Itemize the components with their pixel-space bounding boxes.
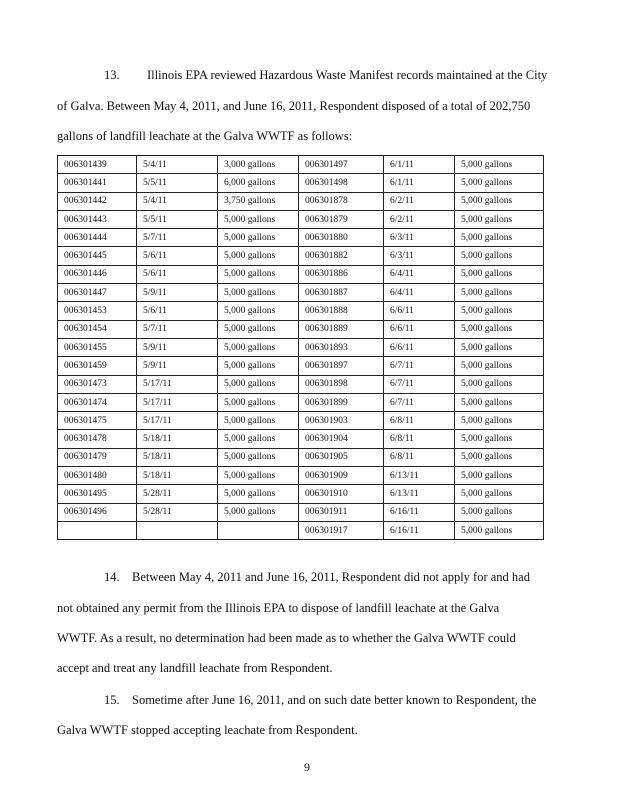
date-cell: 6/2/11 (384, 210, 455, 228)
date-cell: 5/5/11 (137, 210, 218, 228)
table-row (58, 393, 544, 411)
table-row (58, 247, 544, 265)
manifest-number-cell: 006301886 (299, 265, 384, 283)
para14-line: Between May 4, 2011 and June 16, 2011, Respondent did not apply for and had (132, 570, 530, 584)
para13-line: of Galva. Between May 4, 2011, and June 16, 2011, Respondent disposed of a total of 202,750 (57, 99, 531, 113)
volume-cell: 5,000 gallons (218, 430, 299, 448)
date-cell: 6/8/11 (384, 430, 455, 448)
volume-cell: 5,000 gallons (218, 247, 299, 265)
para13-line: Illinois EPA reviewed Hazardous Waste Manifest records maintained at the City (147, 68, 548, 82)
date-cell: 6/1/11 (384, 156, 455, 174)
date-cell: 5/5/11 (137, 174, 218, 192)
table-row (58, 357, 544, 375)
date-cell: 5/7/11 (137, 320, 218, 338)
date-cell: 5/9/11 (137, 284, 218, 302)
volume-cell: 5,000 gallons (218, 393, 299, 411)
manifest-number-cell: 006301447 (58, 284, 137, 302)
manifest-number-cell: 006301909 (299, 467, 384, 485)
manifest-number-cell: 006301443 (58, 210, 137, 228)
table-row (58, 210, 544, 228)
volume-cell: 5,000 gallons (455, 430, 544, 448)
volume-cell: 5,000 gallons (218, 375, 299, 393)
volume-cell (218, 521, 299, 539)
manifest-number-cell (58, 521, 137, 539)
volume-cell: 5,000 gallons (455, 229, 544, 247)
date-cell: 6/7/11 (384, 357, 455, 375)
volume-cell: 5,000 gallons (455, 521, 544, 539)
volume-cell: 5,000 gallons (218, 265, 299, 283)
volume-cell: 3,000 gallons (218, 156, 299, 174)
date-cell: 6/13/11 (384, 467, 455, 485)
table-row (58, 375, 544, 393)
date-cell: 6/3/11 (384, 247, 455, 265)
manifest-number-cell: 006301454 (58, 320, 137, 338)
date-cell (137, 521, 218, 539)
volume-cell: 5,000 gallons (218, 302, 299, 320)
volume-cell: 5,000 gallons (218, 412, 299, 430)
para14-line: WWTF. As a result, no determination had been made as to whether the Galva WWTF could (57, 631, 516, 645)
para15-number: 15. (104, 693, 120, 707)
date-cell: 6/2/11 (384, 192, 455, 210)
volume-cell: 5,000 gallons (455, 467, 544, 485)
manifest-number-cell: 006301478 (58, 430, 137, 448)
volume-cell: 5,000 gallons (455, 357, 544, 375)
manifest-number-cell: 006301889 (299, 320, 384, 338)
page-number: 9 (304, 760, 310, 774)
volume-cell: 6,000 gallons (218, 174, 299, 192)
table-row (58, 485, 544, 503)
manifest-number-cell: 006301878 (299, 192, 384, 210)
date-cell: 5/18/11 (137, 467, 218, 485)
manifest-number-cell: 006301459 (58, 357, 137, 375)
para15-line: Sometime after June 16, 2011, and on such date better known to Respondent, the (132, 693, 537, 707)
table-row (58, 338, 544, 356)
para13-line: gallons of landfill leachate at the Galva WWTF as follows: (57, 129, 353, 143)
volume-cell: 5,000 gallons (455, 393, 544, 411)
date-cell: 6/8/11 (384, 448, 455, 466)
volume-cell: 5,000 gallons (455, 485, 544, 503)
date-cell: 6/4/11 (384, 265, 455, 283)
volume-cell: 5,000 gallons (455, 247, 544, 265)
manifest-number-cell: 006301893 (299, 338, 384, 356)
table-row (58, 430, 544, 448)
date-cell: 6/6/11 (384, 302, 455, 320)
date-cell: 6/16/11 (384, 503, 455, 521)
volume-cell: 5,000 gallons (455, 174, 544, 192)
table-row (58, 448, 544, 466)
para15-line: Galva WWTF stopped accepting leachate from Respondent. (57, 723, 358, 737)
volume-cell: 5,000 gallons (455, 302, 544, 320)
manifest-number-cell: 006301904 (299, 430, 384, 448)
manifest-table (57, 155, 544, 540)
volume-cell: 5,000 gallons (455, 192, 544, 210)
date-cell: 5/6/11 (137, 247, 218, 265)
manifest-number-cell: 006301880 (299, 229, 384, 247)
table-row (58, 503, 544, 521)
manifest-number-cell: 006301903 (299, 412, 384, 430)
volume-cell: 5,000 gallons (218, 448, 299, 466)
manifest-number-cell: 006301495 (58, 485, 137, 503)
manifest-number-cell: 006301441 (58, 174, 137, 192)
manifest-number-cell: 006301445 (58, 247, 137, 265)
table-row (58, 284, 544, 302)
volume-cell: 5,000 gallons (455, 265, 544, 283)
manifest-number-cell: 006301474 (58, 393, 137, 411)
volume-cell: 5,000 gallons (455, 503, 544, 521)
date-cell: 5/7/11 (137, 229, 218, 247)
volume-cell: 5,000 gallons (455, 156, 544, 174)
volume-cell: 5,000 gallons (455, 320, 544, 338)
date-cell: 6/1/11 (384, 174, 455, 192)
date-cell: 5/9/11 (137, 338, 218, 356)
manifest-number-cell: 006301446 (58, 265, 137, 283)
table-row (58, 412, 544, 430)
date-cell: 5/17/11 (137, 375, 218, 393)
para14-line: not obtained any permit from the Illinois EPA to dispose of landfill leachate at the Galva (57, 601, 500, 615)
date-cell: 6/3/11 (384, 229, 455, 247)
manifest-number-cell: 006301479 (58, 448, 137, 466)
table-row (58, 174, 544, 192)
volume-cell: 5,000 gallons (455, 210, 544, 228)
manifest-number-cell: 006301498 (299, 174, 384, 192)
manifest-number-cell: 006301882 (299, 247, 384, 265)
volume-cell: 5,000 gallons (218, 338, 299, 356)
volume-cell: 3,750 gallons (218, 192, 299, 210)
volume-cell: 5,000 gallons (218, 485, 299, 503)
date-cell: 5/6/11 (137, 302, 218, 320)
manifest-number-cell: 006301898 (299, 375, 384, 393)
table-row (58, 302, 544, 320)
table-row (58, 467, 544, 485)
manifest-number-cell: 006301879 (299, 210, 384, 228)
volume-cell: 5,000 gallons (455, 284, 544, 302)
date-cell: 5/18/11 (137, 430, 218, 448)
date-cell: 5/4/11 (137, 192, 218, 210)
volume-cell: 5,000 gallons (455, 412, 544, 430)
date-cell: 5/9/11 (137, 357, 218, 375)
manifest-number-cell: 006301473 (58, 375, 137, 393)
date-cell: 5/28/11 (137, 485, 218, 503)
table-row (58, 229, 544, 247)
manifest-number-cell: 006301453 (58, 302, 137, 320)
date-cell: 6/6/11 (384, 320, 455, 338)
date-cell: 6/8/11 (384, 412, 455, 430)
manifest-number-cell: 006301905 (299, 448, 384, 466)
volume-cell: 5,000 gallons (218, 357, 299, 375)
manifest-number-cell: 006301444 (58, 229, 137, 247)
date-cell: 5/17/11 (137, 412, 218, 430)
manifest-number-cell: 006301887 (299, 284, 384, 302)
para14-line: accept and treat any landfill leachate from Respondent. (57, 661, 333, 675)
para14-number: 14. (104, 570, 120, 584)
volume-cell: 5,000 gallons (218, 210, 299, 228)
volume-cell: 5,000 gallons (218, 503, 299, 521)
manifest-number-cell: 006301911 (299, 503, 384, 521)
date-cell: 5/6/11 (137, 265, 218, 283)
manifest-number-cell: 006301439 (58, 156, 137, 174)
manifest-number-cell: 006301475 (58, 412, 137, 430)
date-cell: 5/18/11 (137, 448, 218, 466)
volume-cell: 5,000 gallons (218, 467, 299, 485)
manifest-number-cell: 006301899 (299, 393, 384, 411)
table-row (58, 521, 544, 539)
date-cell: 6/6/11 (384, 338, 455, 356)
date-cell: 5/17/11 (137, 393, 218, 411)
date-cell: 6/7/11 (384, 393, 455, 411)
table-row (58, 320, 544, 338)
manifest-number-cell: 006301897 (299, 357, 384, 375)
volume-cell: 5,000 gallons (455, 375, 544, 393)
manifest-number-cell: 006301917 (299, 521, 384, 539)
para13-number: 13. (104, 68, 120, 82)
date-cell: 6/13/11 (384, 485, 455, 503)
date-cell: 6/4/11 (384, 284, 455, 302)
date-cell: 6/7/11 (384, 375, 455, 393)
date-cell: 5/4/11 (137, 156, 218, 174)
manifest-number-cell: 006301455 (58, 338, 137, 356)
volume-cell: 5,000 gallons (218, 284, 299, 302)
volume-cell: 5,000 gallons (218, 229, 299, 247)
volume-cell: 5,000 gallons (455, 448, 544, 466)
table-row (58, 192, 544, 210)
manifest-number-cell: 006301888 (299, 302, 384, 320)
date-cell: 5/28/11 (137, 503, 218, 521)
manifest-number-cell: 006301496 (58, 503, 137, 521)
table-row (58, 156, 544, 174)
volume-cell: 5,000 gallons (218, 320, 299, 338)
date-cell: 6/16/11 (384, 521, 455, 539)
manifest-number-cell: 006301442 (58, 192, 137, 210)
manifest-number-cell: 006301910 (299, 485, 384, 503)
table-row (58, 265, 544, 283)
manifest-number-cell: 006301497 (299, 156, 384, 174)
volume-cell: 5,000 gallons (455, 338, 544, 356)
manifest-number-cell: 006301480 (58, 467, 137, 485)
